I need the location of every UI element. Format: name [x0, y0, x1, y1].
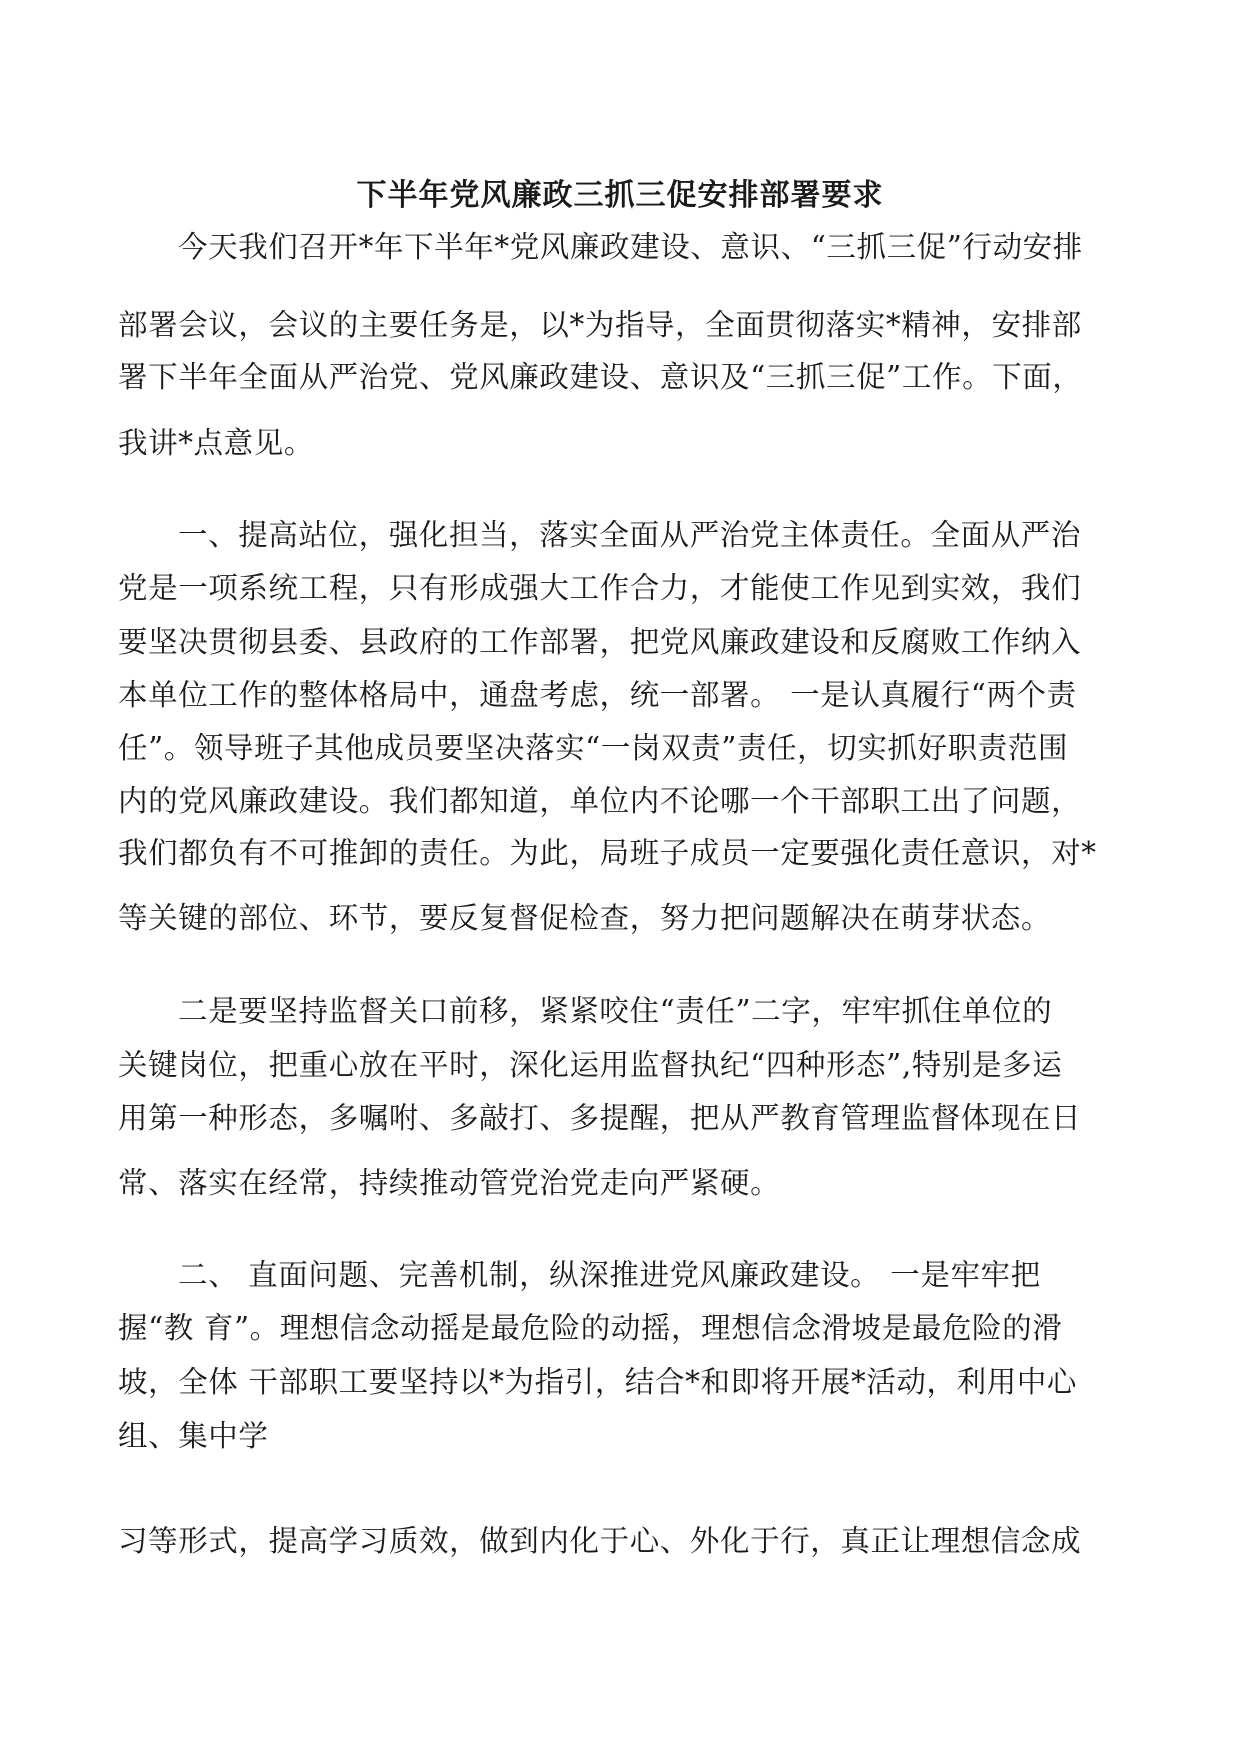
paragraph-line: 党是一项系统工程，只有形成强大工作合力，才能使工作见到实效，我们	[118, 571, 1082, 605]
paragraph-line: 组、集中学	[118, 1419, 269, 1453]
paragraph-line: 握“教 育”。理想信念动摇是最危险的动摇，理想信念滑坡是最危险的滑	[118, 1311, 1063, 1345]
paragraph-line: 用第一种形态，多嘱咐、多敲打、多提醒，把从严教育管理监督体现在日	[118, 1101, 1082, 1135]
paragraph-line: 我们都负有不可推卸的责任。为此，局班子成员一定要强化责任意识，对*	[118, 836, 1097, 870]
paragraph-line: 二、 直面问题、完善机制，纵深推进党风廉政建设。 一是牢牢把	[178, 1258, 1041, 1292]
paragraph-line: 今天我们召开*年下半年*党风廉政建设、意识、“三抓三促”行动安排	[178, 230, 1083, 264]
paragraph-line: 本单位工作的整体格局中，通盘考虑，统一部署。 一是认真履行“两个责	[118, 678, 1077, 712]
paragraph-line: 关键岗位，把重心放在平时，深化运用监督执纪“四种形态”,特别是多运	[118, 1048, 1063, 1082]
paragraph-line: 一、提高站位，强化担当，落实全面从严治党主体责任。全面从严治	[178, 518, 1082, 552]
paragraph-line: 部署会议，会议的主要任务是，以*为指导，全面贯彻落实*精神，安排部	[118, 308, 1082, 342]
paragraph-line: 坡，全体 干部职工要坚持以*为指引，结合*和即将开展*活动，利用中心	[118, 1365, 1078, 1399]
paragraph-line: 要坚决贯彻县委、县政府的工作部署，把党风廉政建设和反腐败工作纳入	[118, 625, 1082, 659]
paragraph-line: 内的党风廉政建设。我们都知道，单位内不论哪一个干部职工出了问题，	[118, 784, 1082, 818]
paragraph-line: 习等形式，提高学习质效，做到内化于心、外化于行，真正让理想信念成	[118, 1524, 1082, 1558]
paragraph-line: 等关键的部位、环节，要反复督促检查，努力把问题解决在萌芽状态。	[118, 901, 1052, 935]
document-title: 下半年党风廉政三抓三促安排部署要求	[356, 178, 884, 213]
paragraph-line: 二是要坚持监督关口前移，紧紧咬住“责任”二字，牢牢抓住单位的	[178, 994, 1053, 1028]
paragraph-line: 我讲*点意见。	[118, 426, 314, 460]
paragraph-line: 常、落实在经常，持续推动管党治党走向严紧硬。	[118, 1166, 781, 1200]
paragraph-line: 署下半年全面从严治党、党风廉政建设、意识及“三抓三促”工作。下面，	[118, 360, 1083, 394]
paragraph-line: 任”。领导班子其他成员要坚决落实“一岗双责”责任，切实抓好职责范围	[118, 731, 1069, 765]
